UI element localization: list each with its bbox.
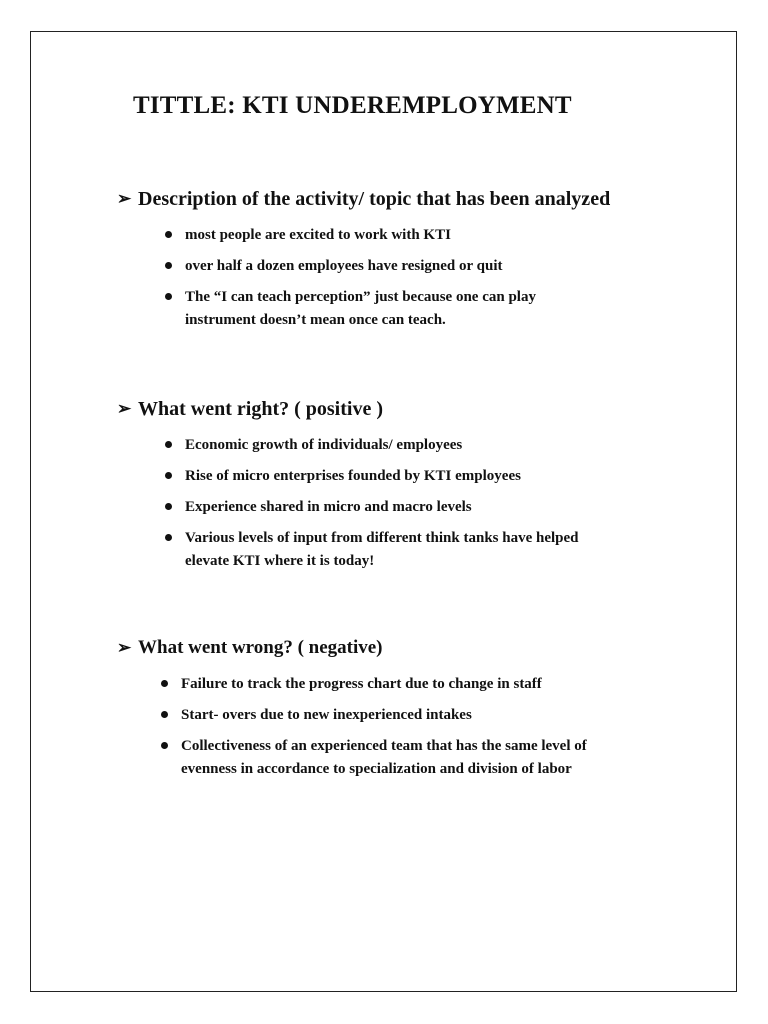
bullet-list bbox=[117, 224, 717, 332]
list-item-text: The “I can teach perception” just because one can play instrument doesn’t mean once can teach. bbox=[185, 289, 536, 328]
section-what-went-right bbox=[117, 396, 717, 581]
list-item-text: Collectiveness of an experienced team that has the same level of evenness in accordance to specialization and division of labor bbox=[181, 738, 587, 777]
list-item-text: Start- overs due to new inexperienced intakes bbox=[181, 707, 472, 723]
list-item bbox=[117, 255, 717, 278]
list-item-text: Rise of micro enterprises founded by KTI employees bbox=[185, 468, 521, 484]
round-bullet-icon bbox=[165, 293, 172, 300]
list-item bbox=[117, 465, 717, 488]
list-item bbox=[117, 673, 717, 696]
list-item bbox=[117, 496, 717, 519]
document-title: TITTLE: KTI UNDEREMPLOYMENT bbox=[133, 92, 572, 119]
list-item-text: Failure to track the progress chart due to change in staff bbox=[181, 676, 542, 692]
list-item-text: over half a dozen employees have resigned or quit bbox=[185, 258, 503, 274]
list-item bbox=[117, 704, 717, 727]
section-heading bbox=[117, 396, 717, 422]
round-bullet-icon bbox=[161, 742, 168, 749]
round-bullet-icon bbox=[161, 680, 168, 687]
section-heading-text: What went wrong? ( negative) bbox=[138, 637, 383, 658]
arrow-bullet-icon: ➢ bbox=[117, 399, 132, 418]
section-heading bbox=[117, 635, 717, 661]
list-item bbox=[117, 286, 717, 332]
round-bullet-icon bbox=[165, 503, 172, 510]
list-item bbox=[117, 527, 717, 573]
section-description bbox=[117, 186, 717, 340]
bullet-list bbox=[117, 434, 717, 573]
section-heading-text: What went right? ( positive ) bbox=[138, 398, 383, 420]
round-bullet-icon bbox=[165, 441, 172, 448]
round-bullet-icon bbox=[165, 262, 172, 269]
list-item bbox=[117, 434, 717, 457]
list-item-text: Economic growth of individuals/ employees bbox=[185, 437, 463, 453]
list-item-text: most people are excited to work with KTI bbox=[185, 227, 451, 243]
section-heading-text: Description of the activity/ topic that has been analyzed bbox=[138, 188, 611, 210]
list-item bbox=[117, 224, 717, 247]
list-item bbox=[117, 735, 717, 781]
round-bullet-icon bbox=[165, 231, 172, 238]
section-heading bbox=[117, 186, 717, 212]
section-what-went-wrong bbox=[117, 635, 717, 789]
round-bullet-icon bbox=[161, 711, 168, 718]
round-bullet-icon bbox=[165, 472, 172, 479]
arrow-bullet-icon: ➢ bbox=[117, 189, 132, 208]
list-item-text: Experience shared in micro and macro levels bbox=[185, 499, 472, 515]
round-bullet-icon bbox=[165, 534, 172, 541]
list-item-text: Various levels of input from different think tanks have helped elevate KTI where it is today! bbox=[185, 530, 579, 569]
bullet-list bbox=[117, 673, 717, 781]
arrow-bullet-icon: ➢ bbox=[117, 638, 132, 657]
